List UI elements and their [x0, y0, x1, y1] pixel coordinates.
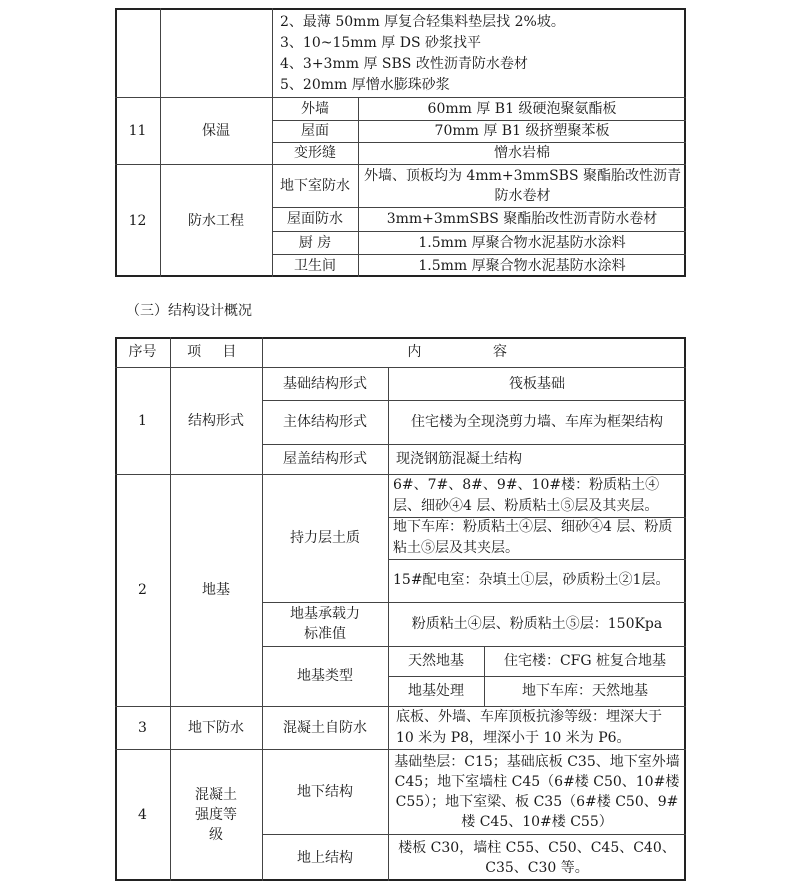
part-name: 基础结构形式: [283, 375, 367, 392]
part-content: 1.5mm 厚聚合物水泥基防水涂料: [418, 257, 626, 274]
part-content: 地下车库：粉质粘土④层、细砂④4 层、粉质粘土⑤层及其夹层。: [393, 519, 673, 556]
part-content: 住宅楼为全现浇剪力墙、车库为框架结构: [411, 414, 663, 430]
part-name: 地基类型: [297, 668, 353, 684]
part-content: 憎水岩棉: [494, 145, 550, 161]
row-item: 混凝土强度等级: [195, 787, 237, 843]
part-content: 基础垫层：C15；基础底板 C35、地下室外墙 C45；地下室墙柱 C45（6#楼 C50、10#楼 C55）；地下室梁、板 C35（6#楼 C50、9#楼 C45、10#楼 C55）: [394, 753, 680, 830]
part-content: 60mm 厚 B1 级硬泡聚氨酯板: [427, 100, 617, 117]
part-name: 地下室防水: [280, 177, 350, 194]
header-cell: 项 目: [187, 344, 245, 360]
row-item: 保温: [202, 122, 230, 139]
row-number: 11: [128, 122, 147, 139]
part-name: 屋面防水: [287, 211, 343, 227]
part-content: 6#、7#、8#、9#、10#楼：粉质粘土④层、细砂④4 层、粉质粘土⑤层及其夹层。: [393, 476, 660, 514]
list-item: 2、最薄 50mm 厚复合轻集料垫层找 2%坡。: [280, 14, 565, 30]
row-number: 12: [128, 212, 147, 229]
list-item: 4、3+3mm 厚 SBS 改性沥青防水卷材: [280, 56, 528, 72]
row-number: 4: [138, 807, 147, 823]
part-content: 70mm 厚 B1 级挤塑聚苯板: [434, 123, 610, 139]
part-content: 15#配电室：杂填土①层，砂质粉土②1层。: [393, 572, 670, 588]
part-name: 厨 房: [298, 234, 332, 251]
part-name: 屋盖结构形式: [283, 451, 367, 467]
row-number: 1: [138, 412, 147, 429]
part-name: 卫生间: [294, 257, 336, 274]
list-item: 3、10~15mm 厚 DS 砂浆找平: [280, 35, 481, 51]
type-label: 天然地基: [408, 653, 464, 669]
type-label: 地基处理: [408, 683, 464, 699]
part-content: 外墙、顶板均为 4mm+3mmSBS 聚酯胎改性沥青防水卷材: [363, 167, 682, 204]
row-item: 结构形式: [188, 412, 244, 429]
part-content: 底板、外墙、车库顶板抗渗等级：埋深大于 10 米为 P8，埋深小于 10 米为 P6。: [396, 708, 662, 746]
row-number: 3: [138, 719, 147, 736]
part-content: 现浇钢筋混凝土结构: [396, 450, 522, 467]
part-content: 3mm+3mmSBS 聚酯胎改性沥青防水卷材: [386, 211, 658, 227]
part-name: 屋面: [301, 123, 329, 139]
part-name: 混凝土自防水: [283, 719, 367, 736]
row-number: 2: [138, 582, 147, 598]
part-name: 地下结构: [297, 783, 353, 800]
row-item: 防水工程: [188, 212, 244, 229]
section-heading: （三）结构设计概况: [126, 303, 252, 319]
header-cell: 内 容: [407, 344, 541, 360]
part-name: 外墙: [301, 100, 329, 117]
part-content: 楼板 C30，墙柱 C55、C50、C45、C40、C35、C30 等。: [398, 839, 676, 876]
type-value: 住宅楼：CFG 桩复合地基: [503, 653, 667, 669]
part-content: 粉质粘土④层、粉质粘土⑤层：150Kpa: [411, 616, 663, 632]
part-name: 地基承载力标准值: [290, 606, 360, 642]
part-content: 筏板基础: [509, 375, 565, 392]
part-name: 持力层土质: [290, 530, 360, 546]
row-item: 地下防水: [188, 719, 244, 736]
part-name: 地上结构: [297, 849, 353, 866]
row-item: 地基: [202, 582, 230, 598]
part-content: 1.5mm 厚聚合物水泥基防水涂料: [418, 234, 626, 251]
list-item: 5、20mm 厚憎水膨珠砂浆: [280, 77, 450, 93]
header-cell: 序号: [128, 344, 157, 360]
part-name: 变形缝: [294, 145, 336, 161]
type-value: 地下车库：天然地基: [522, 683, 648, 699]
part-name: 主体结构形式: [283, 414, 367, 430]
